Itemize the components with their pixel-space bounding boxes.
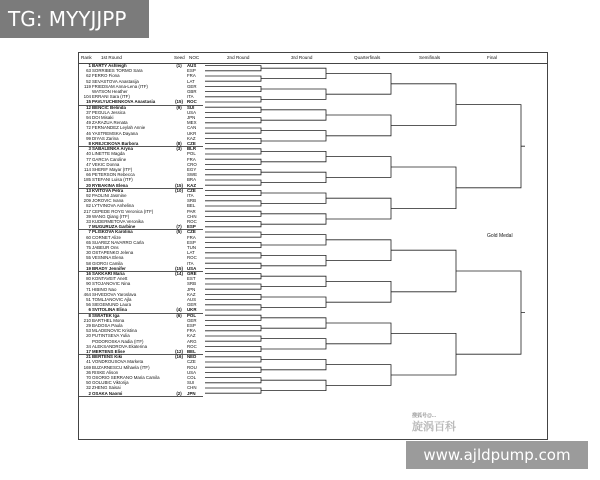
draw-name: FERNANDEZ Leylah Annie	[92, 125, 146, 131]
draw-rank: 34	[86, 343, 91, 349]
draw-noc: BEL	[187, 349, 196, 354]
bracket-match-r1	[205, 357, 265, 362]
draw-noc: JPN	[187, 286, 196, 292]
bracket-match-r2	[265, 339, 330, 349]
draw-name: PUTINTSEVA Yulia	[92, 333, 130, 339]
draw-rank: 53	[86, 328, 91, 334]
draw-rank: 72	[86, 125, 91, 131]
draw-name: SWIATEK Iga	[92, 312, 120, 318]
draw-noc: MEX	[187, 120, 197, 126]
bracket-match-r1	[205, 170, 265, 175]
draw-name: VEKIC Donna	[92, 161, 120, 167]
draw-noc: PAR	[187, 208, 196, 214]
header-round1: 1st Round	[101, 55, 122, 60]
bracket-match-r1	[205, 66, 265, 71]
draw-noc: ROC	[187, 343, 197, 349]
draw-rank: 49	[86, 120, 91, 126]
draw-noc: USA	[187, 109, 197, 115]
draw-name: SUAREZ NAVARRO Carla	[92, 239, 144, 245]
draw-rank: 7	[88, 229, 91, 235]
draw-rank: 19	[86, 265, 91, 271]
draw-noc: KAZ	[187, 291, 196, 297]
draw-rank: 41	[86, 359, 91, 365]
draw-rank: 17	[86, 349, 91, 354]
draw-rank: 90	[86, 281, 91, 287]
draw-rank: 92	[86, 193, 91, 198]
bracket-match-r3	[330, 240, 395, 261]
draw-rank: 12	[86, 104, 91, 110]
draw-name: CEPEDE ROYG Veronica (ITF)	[92, 208, 154, 214]
bracket-match-r1	[205, 118, 265, 123]
draw-rank: 62	[86, 73, 91, 79]
draw-name: OSAKA Naomi	[92, 390, 123, 396]
bracket-match-r1	[205, 315, 265, 320]
draw-noc: CZE	[187, 229, 196, 235]
draw-noc: ITA	[187, 260, 194, 266]
draw-rank: 46	[86, 130, 91, 136]
draw-name: PAOLINI Jasmine	[92, 193, 127, 198]
bracket-match-r2	[265, 89, 330, 99]
draw-rank: 2	[88, 390, 91, 396]
bracket-match-r4	[395, 333, 460, 375]
draw-name: ZARAZUA Renata	[92, 120, 128, 126]
draw-noc: KAZ	[187, 333, 196, 339]
draw-seed: (6)	[176, 312, 182, 318]
bracket-match-r2	[265, 359, 330, 369]
draw-name: LYTVINOVA Anhelina	[92, 203, 134, 209]
draw-noc: AUS	[187, 63, 197, 68]
header-seed: Seed	[174, 55, 185, 60]
bracket-match-r1	[205, 107, 265, 112]
draw-rank: 3	[88, 146, 91, 152]
draw-name: VONDROUSOVA Marketa	[92, 359, 144, 365]
draw-noc: SRB	[187, 198, 197, 204]
draw-name: MLADENOVIC Kristina	[92, 328, 137, 334]
draw-rank: 210	[83, 317, 91, 323]
draw-rank: 39	[86, 213, 91, 219]
draw-rank: 55	[86, 255, 91, 261]
draw-rank: 15	[86, 99, 91, 105]
header-round2: 2nd Round	[227, 55, 250, 60]
bracket-match-r1	[205, 388, 265, 393]
bracket-match-r3	[330, 73, 395, 94]
draw-noc: ESP	[187, 68, 196, 74]
bracket-match-r1	[205, 86, 265, 91]
bracket-match-r2	[265, 380, 330, 390]
draw-name: SABALENKA Aryna	[92, 146, 133, 152]
bracket-match-r1	[205, 222, 265, 227]
draw-rank: 30	[86, 250, 91, 256]
draw-noc: LAT	[187, 78, 195, 84]
draw-rank: 58	[86, 260, 91, 266]
draw-noc: TUN	[187, 245, 197, 250]
header-round3: 3rd Round	[291, 55, 313, 60]
draw-name: YASTREMSKA Dayana	[92, 130, 138, 136]
draw-rank: 40	[86, 151, 91, 157]
draw-sheet	[78, 52, 548, 440]
draw-name: RYBAKINA Elena	[92, 182, 128, 188]
draw-row	[79, 391, 203, 397]
draw-noc: KAZ	[187, 135, 196, 141]
draw-noc: POL	[187, 312, 197, 318]
watermark-line1: 搜狐号@...	[412, 413, 437, 419]
draw-rank: 99	[86, 135, 91, 141]
bracket-match-r2	[265, 318, 330, 328]
draw-rank: 80	[86, 276, 91, 282]
draw-name: DIYAS Zarina	[92, 135, 119, 141]
draw-rank: 36	[86, 369, 91, 375]
bracket-match-r1	[205, 149, 265, 154]
draw-rank: 77	[86, 156, 91, 162]
draw-name: PLISKOVA Karolina	[92, 229, 133, 235]
draw-name: JABEUR Ons	[92, 245, 119, 250]
draw-noc: UKR	[187, 130, 197, 136]
draw-noc: POL	[187, 151, 196, 157]
draw-noc: ITA	[187, 193, 194, 198]
draw-name: GIORGI Camila	[92, 260, 123, 266]
bracket-match-r2	[265, 214, 330, 224]
draw-noc: ESP	[187, 224, 196, 230]
draw-noc: UKR	[187, 307, 197, 313]
draw-name: RISKE Alison	[92, 369, 119, 375]
draw-name: VESNINA Elena	[92, 255, 124, 261]
bracket-match-r5	[460, 271, 525, 354]
draw-seed: (8)	[176, 141, 182, 146]
draw-name: MERTENS Elise	[92, 349, 125, 354]
gold-medal-label: Gold Medal	[487, 233, 513, 239]
draw-seed: (1)	[176, 63, 182, 68]
draw-name: BRADY Jennifer	[92, 265, 126, 271]
draw-seed: (14)	[175, 271, 183, 276]
draw-seed: (9)	[176, 104, 182, 110]
draw-noc: BRA	[187, 177, 197, 183]
bracket-match-r2	[265, 297, 330, 307]
draw-noc: ARG	[187, 338, 197, 344]
draw-name: PAVLYUCHENKOVA Anastasia	[92, 99, 156, 105]
draw-rank: 8	[88, 312, 91, 318]
draw-noc: GER	[187, 317, 197, 323]
bracket-match-r1	[205, 159, 265, 164]
draw-noc: BEL	[187, 203, 196, 209]
draw-noc: GER	[187, 83, 197, 89]
draw-rank: 63	[86, 68, 91, 74]
bracket-match-r1	[205, 232, 265, 237]
bracket-match-r2	[265, 110, 330, 120]
draw-rank: 1	[88, 63, 91, 68]
draw-noc: BLR	[187, 146, 197, 152]
draw-noc: AUS	[187, 297, 197, 302]
draw-rank: 52	[86, 78, 91, 84]
draw-name: KONTAVEIT Anett	[92, 276, 128, 282]
draw-noc: ROU	[187, 364, 197, 370]
bracket-match-r1	[205, 294, 265, 299]
draw-noc: ROC	[187, 255, 197, 261]
bracket-match-r1	[205, 211, 265, 216]
header-noc: NOC	[189, 55, 200, 60]
bracket-match-r1	[205, 367, 265, 372]
draw-rank: 47	[86, 161, 91, 167]
draw-rank: 60	[86, 234, 91, 240]
draw-noc: SUI	[187, 104, 195, 110]
draw-name: HIBINO Nao	[92, 286, 117, 292]
draw-noc: USA	[187, 265, 197, 271]
draw-name: PETERSON Rebecca	[92, 172, 135, 178]
draw-name: KUDERMETOVA Veronika	[92, 219, 144, 224]
draw-name: FRIEDSAM Anna-Lena (ITF)	[92, 83, 148, 89]
draw-seed: (12)	[175, 349, 183, 354]
site-url-banner: www.ajldpump.com	[406, 441, 588, 469]
draw-name: STEFANI Luisa (ITF)	[92, 177, 133, 183]
draw-name: WANG Qiang (ITF)	[92, 213, 130, 219]
draw-name: OSTAPENKO Jelena	[92, 250, 134, 256]
draw-noc: ESP	[187, 323, 196, 328]
draw-noc: ESP	[187, 239, 196, 245]
draw-noc: ROC	[187, 99, 197, 105]
draw-name: BARTHEL Mona	[92, 317, 125, 323]
draw-name: WATSON Heather	[92, 89, 128, 94]
bracket-match-r1	[205, 346, 265, 351]
draw-rank: 8	[88, 141, 91, 146]
watermark-line2: 旋涡百科	[412, 421, 456, 433]
draw-name: SEVASTOVA Anastasija	[92, 78, 139, 84]
draw-name: SHVEDOVA Yaroslava	[92, 291, 137, 297]
draw-name: KREJCIKOVA Barbora	[92, 141, 139, 146]
bracket-match-r1	[205, 284, 265, 289]
draw-name: GARCIA Caroline	[92, 156, 127, 162]
bracket-match-r1	[205, 326, 265, 331]
draw-noc: FRA	[187, 73, 196, 79]
draw-rank: 20	[86, 333, 91, 339]
draw-seed: (4)	[176, 307, 182, 313]
bracket-match-r1	[205, 180, 265, 185]
draw-rank: 29	[86, 323, 91, 328]
draw-name: MUGURUZA Garbine	[92, 224, 136, 230]
draw-seed: (7)	[176, 224, 182, 230]
draw-name: KVITOVA Petra	[92, 187, 124, 193]
draw-rank: 70	[86, 375, 91, 380]
draw-name: GOLUBIC Viktorija	[92, 380, 129, 386]
header-rank: Rank	[81, 55, 92, 60]
bracket-match-r3	[330, 115, 395, 136]
draw-name: FERRO Fiona	[92, 73, 120, 79]
bracket-match-r3	[330, 157, 395, 178]
draw-name: PODOROSKA Nadia (ITF)	[92, 338, 144, 344]
draw-noc: JPN	[187, 115, 196, 120]
draw-rank: 104	[83, 94, 91, 100]
bracket-match-r1	[205, 201, 265, 206]
draw-noc: JPN	[187, 390, 196, 396]
draw-rank: 21	[86, 354, 91, 360]
draw-rank: 37	[86, 109, 91, 115]
draw-rank: 94	[86, 115, 91, 120]
bracket-match-r2	[265, 276, 330, 286]
draw-name: JOROVIC Ivana	[92, 198, 124, 204]
draw-noc: CZE	[187, 359, 196, 365]
bracket-match-r1	[205, 305, 265, 310]
draw-noc: ITA	[187, 94, 194, 100]
draw-name: TOMLJANOVIC Ajla	[92, 297, 132, 302]
draw-noc: GER	[187, 302, 197, 308]
draw-rank: 185	[83, 177, 91, 183]
draw-name: BUZARNESCU Mihaela (ITF)	[92, 364, 150, 370]
bracket-match-r2	[265, 172, 330, 182]
draw-name: DOI Misaki	[92, 115, 114, 120]
draw-rank: 114	[84, 167, 91, 172]
draw-rank: 65	[86, 239, 91, 245]
draw-rank: 56	[86, 302, 91, 308]
bracket-match-r1	[205, 274, 265, 279]
draw-rank: 32	[86, 385, 91, 391]
bracket-match-r3	[330, 323, 395, 344]
draw-name: SIEGEMUND Laura	[92, 302, 132, 308]
draw-name: SVITOLINA Elina	[92, 307, 127, 313]
draw-rank: 33	[86, 219, 91, 224]
bracket-match-r3	[330, 281, 395, 302]
draw-rank: 464	[83, 291, 91, 297]
draw-seed: (10)	[175, 187, 183, 193]
bracket-match-r2	[265, 235, 330, 245]
draw-noc: CZE	[187, 141, 196, 146]
bracket-match-r1	[205, 336, 265, 341]
header-final: Final	[487, 55, 497, 60]
bracket-match-r2	[265, 151, 330, 161]
bracket-match-r1	[205, 378, 265, 383]
draw-rank: 20	[86, 182, 91, 188]
draw-name: BERTENS Kiki	[92, 354, 123, 360]
draw-noc: COL	[187, 375, 197, 380]
draw-name: BARTY Ashleigh	[92, 63, 127, 68]
header-quarterfinals: Quarterfinals	[354, 55, 381, 60]
draw-name: PEGULA Jessica	[92, 109, 126, 115]
draw-name: OSORIO SERRANO Maria Camila	[92, 375, 160, 380]
draw-noc: CRO	[187, 161, 197, 167]
draw-name: SHERIF Mayar (ITF)	[92, 167, 133, 172]
draw-rank: 169	[83, 364, 91, 370]
draw-name: CORNET Alize	[92, 234, 121, 240]
draw-name: ERRANI Sara (ITF)	[92, 94, 130, 100]
draw-seed: (15)	[175, 182, 183, 188]
draw-rank: 71	[86, 286, 91, 292]
bracket-match-r2	[265, 131, 330, 141]
draw-noc: CAN	[187, 125, 197, 131]
bracket-match-r5	[460, 105, 525, 188]
draw-noc: FRA	[187, 156, 196, 162]
bracket-lines	[203, 63, 549, 441]
draw-rank: 7	[88, 224, 91, 230]
bracket-match-r2	[265, 68, 330, 78]
bracket-match-r2	[265, 193, 330, 203]
bracket-match-r4	[395, 167, 460, 209]
draw-noc: SRB	[187, 281, 197, 287]
bracket-match-r1	[205, 190, 265, 195]
draw-name: ZHENG Saisai	[92, 385, 121, 391]
bracket-match-r3	[330, 198, 395, 219]
draw-rank: 6	[88, 307, 91, 313]
watermark	[412, 413, 532, 436]
draw-seed: (2)	[176, 390, 182, 396]
draw-seed: (15)	[175, 265, 183, 271]
draw-rank: 119	[84, 83, 91, 89]
bracket-match-r3	[330, 365, 395, 386]
draw-name: SAKKARI Maria	[92, 271, 125, 276]
draw-rank: 50	[86, 380, 91, 386]
draw-seed: (16)	[175, 354, 183, 360]
bracket-match-r1	[205, 138, 265, 143]
draw-seed: (5)	[176, 229, 182, 235]
draw-noc: GBR	[187, 89, 197, 94]
draw-seed: (3)	[176, 146, 182, 152]
header-semifinals: Semifinals	[419, 55, 441, 60]
draw-rank: 217	[83, 208, 91, 214]
draw-noc: NED	[187, 354, 197, 360]
draw-rank: 16	[86, 271, 91, 276]
bracket-match-r1	[205, 97, 265, 102]
draw-noc: SWE	[187, 172, 198, 178]
draw-noc: USA	[187, 369, 197, 375]
draw-noc: SUI	[187, 380, 195, 386]
bracket-match-r1	[205, 263, 265, 268]
draw-noc: GRE	[187, 271, 197, 276]
draw-noc: CHN	[187, 213, 197, 219]
draw-name: BENCIC Belinda	[92, 104, 126, 110]
channel-tag: TG: MYYJJPP	[0, 0, 149, 38]
bracket-match-r4	[395, 250, 460, 292]
bracket-match-r1	[205, 253, 265, 258]
draw-rank: 209	[83, 198, 91, 204]
draw-name: ALEKSANDROVA Ekaterina	[92, 343, 148, 349]
draw-noc: FRA	[187, 234, 196, 240]
draw-noc: ROC	[187, 219, 197, 224]
draw-rank: 13	[86, 187, 91, 193]
draw-noc: CZE	[187, 187, 196, 193]
draw-name: BADOSA Paula	[92, 323, 123, 328]
draw-noc: EST	[187, 276, 196, 282]
draw-rank: 75	[86, 245, 91, 250]
bracket-match-r4	[395, 84, 460, 126]
bracket-match-r2	[265, 255, 330, 265]
draw-noc: FRA	[187, 328, 196, 334]
draw-name: STOJANOVIC Nina	[92, 281, 131, 287]
bracket-match-r1	[205, 76, 265, 81]
draw-noc: LAT	[187, 250, 195, 256]
draw-noc: EGY	[187, 167, 197, 172]
draw-seed: (15)	[175, 99, 183, 105]
draw-noc: KAZ	[187, 182, 197, 188]
draw-name: SORRIBES TORMO Sara	[92, 68, 143, 74]
bracket-match-r1	[205, 242, 265, 247]
bracket-match-r1	[205, 128, 265, 133]
draw-rank: 82	[86, 203, 91, 209]
draw-noc: CHN	[187, 385, 197, 391]
draw-rank: 66	[86, 172, 91, 178]
draw-name: LINETTE Magda	[92, 151, 125, 157]
draw-rank: 51	[86, 297, 91, 302]
